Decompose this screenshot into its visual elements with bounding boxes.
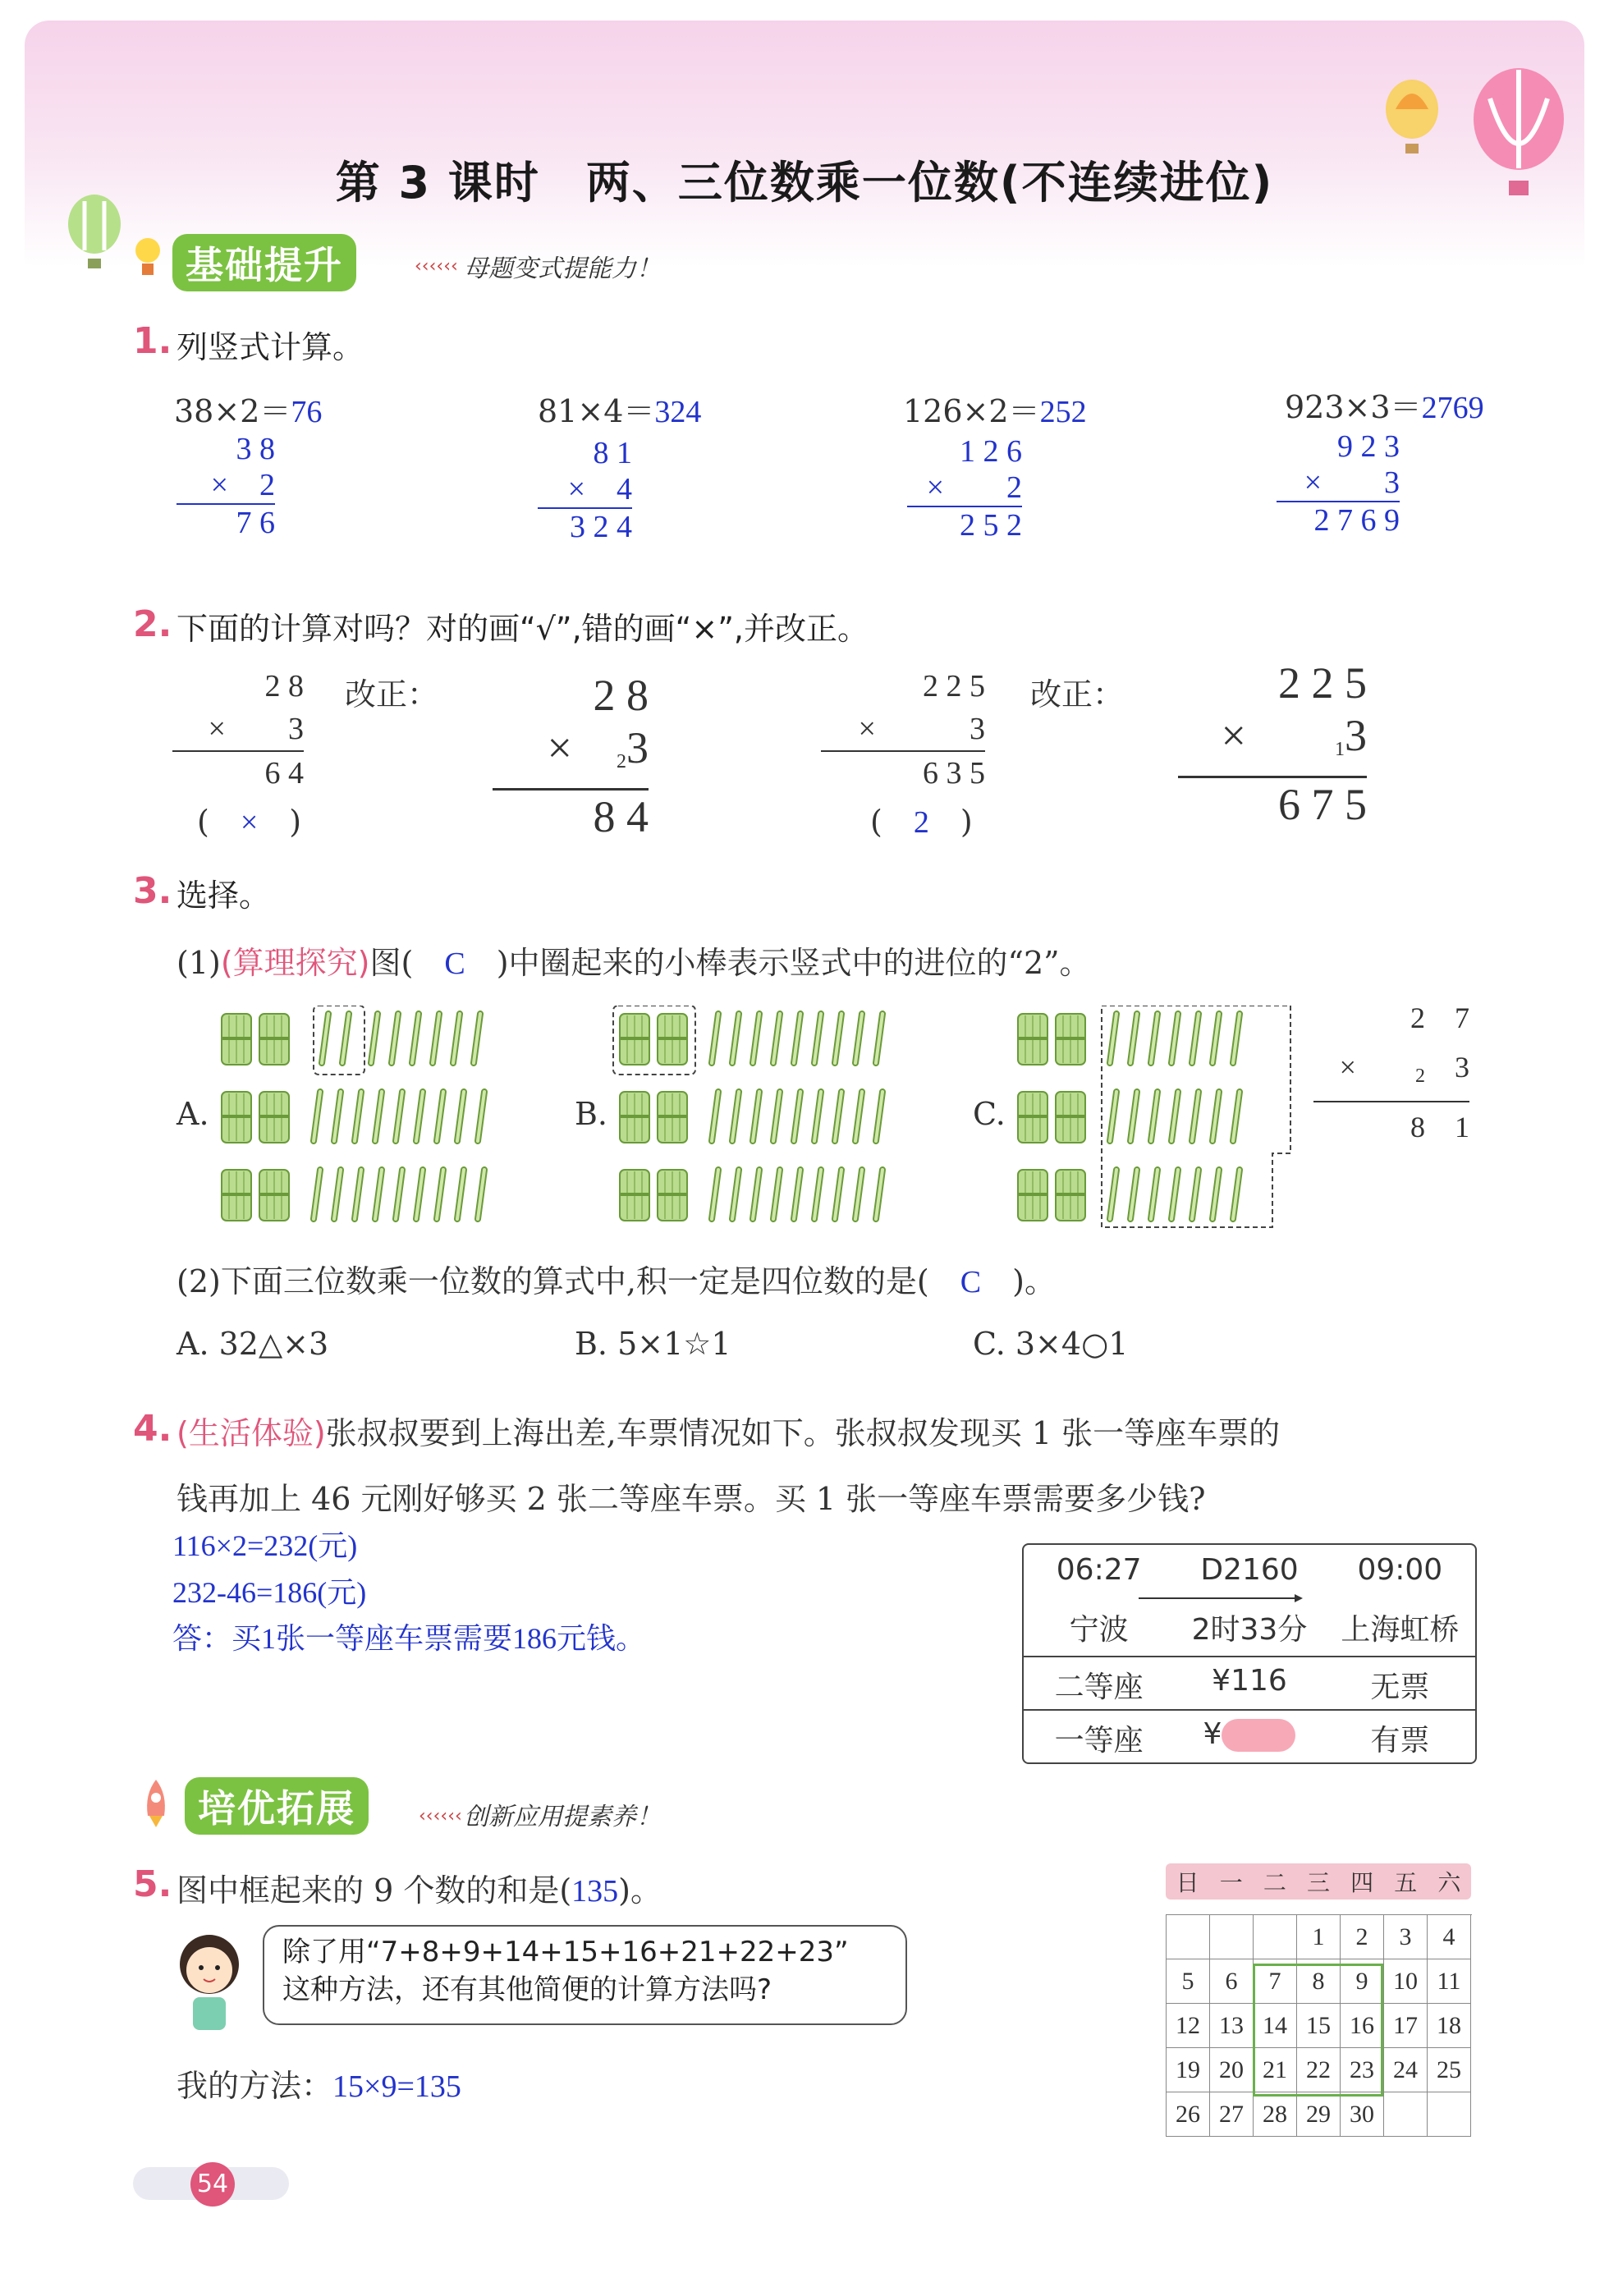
question-number: 3. — [133, 870, 172, 912]
check-calc-a: 2 8 × 3 6 4 — [172, 665, 304, 795]
q3-option-a: A. 32△×3 — [176, 1326, 329, 1362]
calendar-cell: 5 — [1167, 1959, 1210, 2004]
calendar-cell: 16 — [1341, 2004, 1384, 2048]
question-text: 下面的计算对吗？对的画“√”,错的画“×”,并改正。 — [176, 611, 869, 647]
calendar-cell — [1254, 1915, 1297, 1959]
question-number: 1. — [133, 320, 172, 362]
q3-option-c: C. 3×4○1 — [973, 1326, 1129, 1362]
page-number: 54 — [190, 2162, 235, 2207]
option-c-label: C. — [973, 1096, 1006, 1132]
question-text: 选择。 — [176, 878, 271, 914]
q3-part1: (1)(算理探究)图( C )中圈起来的小棒表示竖式中的进位的“2”。 — [176, 945, 1091, 981]
rocket-icon — [140, 1780, 172, 1829]
selection-frame — [1253, 1964, 1383, 2097]
check-calc-b: 2 2 5 × 3 6 3 5 — [821, 665, 985, 795]
calendar-cell: 13 — [1210, 2004, 1254, 2048]
calendar-weekday: 四 — [1350, 1869, 1374, 1896]
calendar-cell: 29 — [1297, 2092, 1341, 2137]
side-vertical-calc: 2 7 × $_2$ 3 8 1 — [1313, 993, 1469, 1152]
calendar-cell: 8 — [1297, 1959, 1341, 2004]
calendar-cell: 17 — [1384, 2004, 1428, 2048]
q1-expr-1: 38×2＝76 — [174, 393, 323, 429]
decor-arrows: ‹‹‹‹‹‹ — [419, 1806, 462, 1826]
q1-expr-3: 126×2＝252 — [903, 393, 1087, 429]
calendar-cell: 20 — [1210, 2048, 1254, 2092]
calendar-cell: 9 — [1341, 1959, 1384, 2004]
q1-expr-2: 81×4＝324 — [538, 393, 702, 429]
calendar-cell: 25 — [1428, 2048, 1471, 2092]
calendar-cell: 4 — [1428, 1915, 1471, 1959]
header-band — [25, 21, 1584, 267]
calendar-cell: 27 — [1210, 2092, 1254, 2137]
calendar-cell: 18 — [1428, 2004, 1471, 2048]
calendar-weekday: 二 — [1263, 1869, 1286, 1896]
calendar-cell: 14 — [1254, 2004, 1297, 2048]
vertical-calc-4: 9 2 3 × 3 2 7 6 9 — [1277, 428, 1400, 538]
calendar-cell: 2 — [1341, 1915, 1384, 1959]
calendar-cell: 7 — [1254, 1959, 1297, 2004]
fix-calc-a: 2 8 × $_2$3 8 4 — [493, 669, 649, 843]
check-mark-a: ( × ) — [197, 804, 302, 840]
fix-label: 改正： — [345, 676, 439, 713]
calendar-weekday: 五 — [1394, 1869, 1418, 1896]
option-b-label: B. — [575, 1096, 608, 1132]
decor-arrows: ‹‹‹‹‹‹ — [415, 256, 458, 277]
vertical-calc-3: 1 2 6 × 2 2 5 2 — [907, 433, 1022, 543]
q4-text-2: 钱再加上 46 元刚好够买 2 张二等座车票。买 1 张一等座车票需要多少钱? — [176, 1481, 1206, 1517]
q4-answer-1: 116×2=232(元) — [172, 1529, 358, 1562]
girl-avatar-icon — [172, 1925, 246, 2032]
calendar-cell: 15 — [1297, 2004, 1341, 2048]
q4-answer-2: 232-46=186(元) — [172, 1576, 367, 1609]
calendar-cell — [1210, 1915, 1254, 1959]
q4-answer-3: 答：买1张一等座车票需要186元钱。 — [172, 1622, 646, 1655]
calendar-cell: 28 — [1254, 2092, 1297, 2137]
vertical-calc-1: 3 8 × 2 7 6 — [176, 431, 275, 541]
calendar-cell: 23 — [1341, 2048, 1384, 2092]
question-number: 4. — [133, 1408, 172, 1450]
fix-label: 改正： — [1030, 676, 1125, 713]
q3-option-b: B. 5×1☆1 — [575, 1326, 731, 1362]
section-badge: 培优拓展 — [185, 1777, 369, 1835]
method-line: 我的方法：15×9=135 — [176, 2068, 461, 2104]
q3-part2: (2)下面三位数乘一位数的算式中,积一定是四位数的是( C )。 — [176, 1263, 1056, 1299]
q5-text: 图中框起来的 9 个数的和是(135)。 — [176, 1872, 662, 1909]
option-a-label: A. — [176, 1096, 209, 1132]
ticket-table: 06:27 D2160 09:00 宁波 2时33分 上海虹桥 二等座 ¥116 无票 一等座 ¥ 有票 — [1022, 1543, 1477, 1764]
calendar-weekday: 三 — [1306, 1869, 1330, 1896]
lightbulb-icon — [131, 234, 164, 283]
calendar-cell: 19 — [1167, 2048, 1210, 2092]
calendar-cell — [1384, 2092, 1428, 2137]
calendar-cell: 6 — [1210, 1959, 1254, 2004]
q4-text-1: (生活体验)张叔叔要到上海出差,车票情况如下。张叔叔发现买 1 张一等座车票的 — [176, 1415, 1281, 1451]
section-subtitle: 母题变式提能力！ — [464, 254, 661, 283]
speech-bubble: 除了用“7+8+9+14+15+16+21+22+23” 这种方法，还有其他简便的计算方法吗? — [263, 1925, 907, 2025]
calendar-cell: 30 — [1341, 2092, 1384, 2137]
q1-expr-4: 923×3＝2769 — [1285, 389, 1484, 425]
covered-price — [1222, 1719, 1295, 1752]
question-text: 列竖式计算。 — [176, 329, 364, 365]
calendar-cell — [1428, 2092, 1471, 2137]
calendar-cell — [1167, 1915, 1210, 1959]
arrow-icon — [1139, 1593, 1303, 1604]
page-title: 第 3 课时 两、三位数乘一位数(不连续进位) — [335, 157, 1274, 209]
calendar-weekday: 一 — [1219, 1869, 1243, 1896]
fix-calc-b: 2 2 5 × $_1$3 6 7 5 — [1178, 657, 1367, 831]
section-badge: 基础提升 — [172, 234, 356, 291]
check-mark-b: ( 2 ) — [870, 804, 973, 840]
calendar-cell: 22 — [1297, 2048, 1341, 2092]
calendar-weekday: 日 — [1176, 1869, 1199, 1896]
question-number: 5. — [133, 1863, 172, 1905]
section-subtitle: 创新应用提素养！ — [464, 1803, 661, 1831]
calendar-cell: 11 — [1428, 1959, 1471, 2004]
calendar-cell: 3 — [1384, 1915, 1428, 1959]
sticks-figure — [213, 1006, 1305, 1235]
calendar-cell: 21 — [1254, 2048, 1297, 2092]
vertical-calc-2: 8 1 × 4 3 2 4 — [538, 435, 632, 545]
calendar-cell: 1 — [1297, 1915, 1341, 1959]
calendar-cell: 26 — [1167, 2092, 1210, 2137]
calendar-cell: 24 — [1384, 2048, 1428, 2092]
calendar-weekday: 六 — [1437, 1869, 1461, 1896]
question-number: 2. — [133, 603, 172, 645]
calendar-cell: 12 — [1167, 2004, 1210, 2048]
calendar — [1166, 1863, 1471, 2137]
calendar-cell: 10 — [1384, 1959, 1428, 2004]
